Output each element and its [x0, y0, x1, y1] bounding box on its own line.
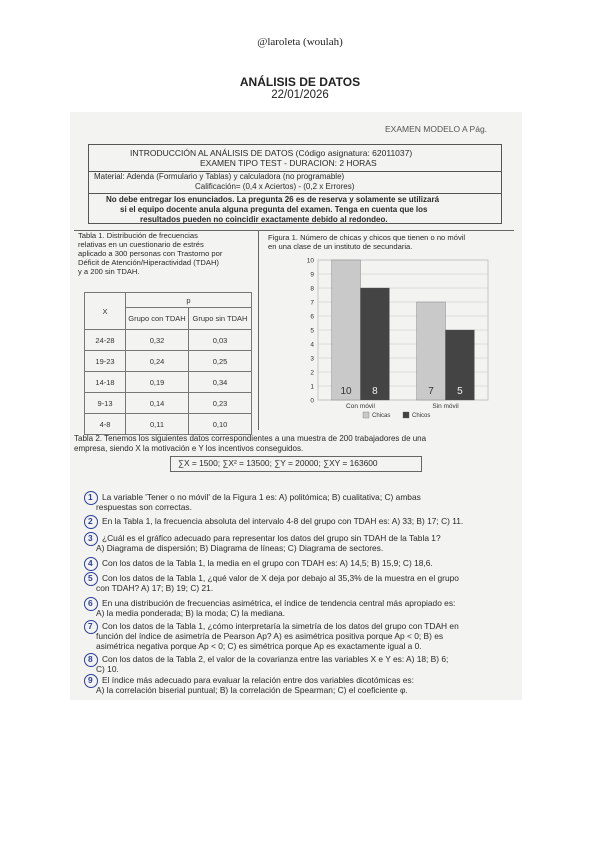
table-cell: 9-13 [85, 393, 126, 414]
y-tick-label: 6 [310, 313, 314, 321]
table-cell: 0,19 [126, 372, 189, 393]
question-text-continued: A) la correlación biserial puntual; B) la correlación de Spearman; C) el coeficiente φ. [96, 685, 408, 695]
section-rule [74, 230, 514, 231]
question-number: 6 [88, 598, 93, 608]
question-number: 1 [88, 492, 93, 502]
question-number: 4 [88, 558, 93, 568]
page-credit: @laroleta (woulah) [257, 36, 343, 48]
notice-line-3: resultados pueden no coincidir exactamente debido al redondeo. [140, 215, 388, 224]
y-tick-label: 9 [310, 271, 314, 279]
question-number-ring [84, 557, 98, 571]
tabla1-caption-5: y a 200 sin TDAH. [78, 267, 140, 276]
document-title: ANÁLISIS DE DATOS [239, 75, 361, 89]
table-cell: 4-8 [85, 414, 126, 435]
tabla1-header-sin: Grupo sin TDAH [189, 308, 252, 330]
legend-label: Chicos [412, 413, 431, 419]
bar-data-label: 10 [340, 386, 352, 397]
bar [332, 260, 361, 400]
table-cell: 0,10 [189, 414, 252, 435]
table-cell: 0,24 [126, 351, 189, 372]
tabla1-caption-3: aplicado a 300 personas con Trastorno por [78, 249, 223, 258]
question-number: 3 [88, 533, 93, 543]
table-cell: 14-18 [85, 372, 126, 393]
bar [361, 288, 390, 400]
tabla1-header-p: p [126, 293, 252, 308]
question-text-continued: función del índice de asimetría de Pearson Ap? A) es asimétrica positiva porque Ap < 0; B) es [96, 631, 444, 641]
question-text-continued: A) la media ponderada; B) la moda; C) la mediana. [96, 608, 286, 618]
grading-line: Calificación= (0,4 x Aciertos) - (0,2 x Errores) [195, 182, 355, 191]
bar-data-label: 5 [457, 386, 463, 397]
x-tick-label: Con móvil [346, 403, 375, 410]
y-tick-label: 7 [310, 299, 314, 307]
y-tick-label: 3 [310, 355, 314, 363]
page-label: EXAMEN MODELO A Pág. [385, 124, 488, 134]
tabla1-header-x: X [85, 293, 126, 330]
bar-data-label: 7 [428, 386, 434, 397]
table-cell: 0,34 [189, 372, 252, 393]
tabla1-caption-2: relativas en un cuestionario de estrés [78, 240, 204, 249]
question-text: La variable 'Tener o no móvil' de la Figura 1 es: A) politómica; B) cualitativa; C) ambas [102, 492, 421, 502]
question-text: ¿Cuál es el gráfico adecuado para representar los datos del grupo sin TDAH de la Tabla 1? [102, 533, 441, 543]
y-tick-label: 8 [310, 285, 314, 293]
tabla2-caption-2: empresa, siendo X la motivación e Y los incentivos conseguidos. [74, 444, 304, 453]
figura1-chart [302, 256, 502, 426]
question-text: En una distribución de frecuencias asimétrica, el índice de tendencia central más apropiado es: [102, 598, 456, 608]
y-tick-label: 4 [310, 341, 314, 349]
y-tick-label: 1 [310, 383, 314, 391]
legend-swatch [403, 412, 409, 418]
table-cell: 0,11 [126, 414, 189, 435]
y-tick-label: 10 [306, 257, 314, 265]
bar-data-label: 8 [372, 386, 378, 397]
x-tick-label: Sin móvil [432, 403, 459, 410]
question-number: 7 [88, 621, 93, 631]
y-tick-label: 0 [310, 397, 314, 405]
tabla2-caption-1: Tabla 2. Tenemos los siguientes datos correspondientes a una muestra de 200 trabajadores de una [74, 434, 427, 443]
scanned-exam-page [70, 112, 522, 700]
notice-line-1: No debe entregar los enunciados. La pregunta 26 es de reserva y solamente se utilizará [106, 195, 440, 204]
question-text: Con los datos de la Tabla 1, ¿qué valor de X deja por debajo al 35,3% de la muestra en el grupo [102, 573, 459, 583]
question-text-continued: respuestas son correctas. [96, 502, 192, 512]
figura1-caption-1: Figura 1. Número de chicas y chicos que tienen o no móvil [268, 233, 466, 242]
tabla1-caption-4: Déficit de Atención/Hiperactividad (TDAH) [78, 258, 219, 267]
tabla1-caption-1: Tabla 1. Distribución de frecuencias [78, 231, 198, 240]
table-cell: 0,23 [189, 393, 252, 414]
question-text: En la Tabla 1, la frecuencia absoluta del intervalo 4-8 del grupo con TDAH es: A) 33; B) 17; C) 11. [102, 516, 464, 526]
question-number: 8 [88, 654, 93, 664]
tabla1-header-con: Grupo con TDAH [126, 308, 189, 330]
table-row [85, 372, 252, 393]
question-number-ring [84, 515, 98, 529]
y-tick-label: 5 [310, 327, 314, 335]
question-text: Con los datos de la Tabla 1, la media en el grupo con TDAH es: A) 14,5; B) 15,9; C) 18,6. [102, 558, 433, 568]
question-text: El índice más adecuado para evaluar la relación entre dos variables dicotómicas es: [102, 675, 414, 685]
header-divider [89, 193, 501, 194]
y-tick-label: 2 [310, 369, 314, 377]
question-text: Con los datos de la Tabla 2, el valor de la covarianza entre las variables X e Y es: A) 18; B) 6; [102, 654, 449, 664]
table-cell: 0,03 [189, 330, 252, 351]
table-row [85, 414, 252, 435]
table-cell: 0,14 [126, 393, 189, 414]
header-line-1: INTRODUCCIÓN AL ANÁLISIS DE DATOS (Código asignatura: 62011037) [130, 148, 413, 158]
table-cell: 0,25 [189, 351, 252, 372]
section-rule [258, 230, 259, 430]
table-row [85, 330, 252, 351]
header-line-2: EXAMEN TIPO TEST - DURACION: 2 HORAS [200, 158, 377, 168]
notice-line-2: si el equipo docente anula alguna pregunta del examen. Tenga en cuenta que los [120, 205, 428, 214]
document-date: 22/01/2026 [271, 89, 329, 101]
question-number: 9 [88, 675, 93, 685]
table-row [85, 351, 252, 372]
material-line: Material: Adenda (Formulario y Tablas) y calculadora (no programable) [94, 172, 345, 181]
table-cell: 0,32 [126, 330, 189, 351]
question-text-continued: asimétrica negativa porque Ap < 0; C) es simétrica porque Ap es exactamente igual a 0. [96, 641, 422, 651]
figura1-caption-2: en una clase de un instituto de secundaria. [268, 242, 413, 251]
question-number: 5 [88, 573, 93, 583]
table-cell: 19-23 [85, 351, 126, 372]
question-text-continued: A) Diagrama de dispersión; B) Diagrama de líneas; C) Diagrama de sectores. [96, 543, 384, 553]
question-text: Con los datos de la Tabla 1, ¿cómo interpretaría la simetría de los datos del grupo con TDAH en [102, 621, 459, 631]
question-text-continued: con TDAH? A) 17; B) 19; C) 21. [96, 583, 214, 593]
tabla1-table [84, 292, 252, 435]
table-row [85, 393, 252, 414]
legend-swatch [363, 412, 369, 418]
legend-label: Chicas [372, 413, 391, 419]
question-number: 2 [88, 516, 93, 526]
question-text-continued: C) 10. [96, 664, 119, 674]
sums-text: ∑X = 1500; ∑X² = 13500; ∑Y = 20000; ∑XY = 163600 [178, 458, 378, 468]
table-cell: 24-28 [85, 330, 126, 351]
